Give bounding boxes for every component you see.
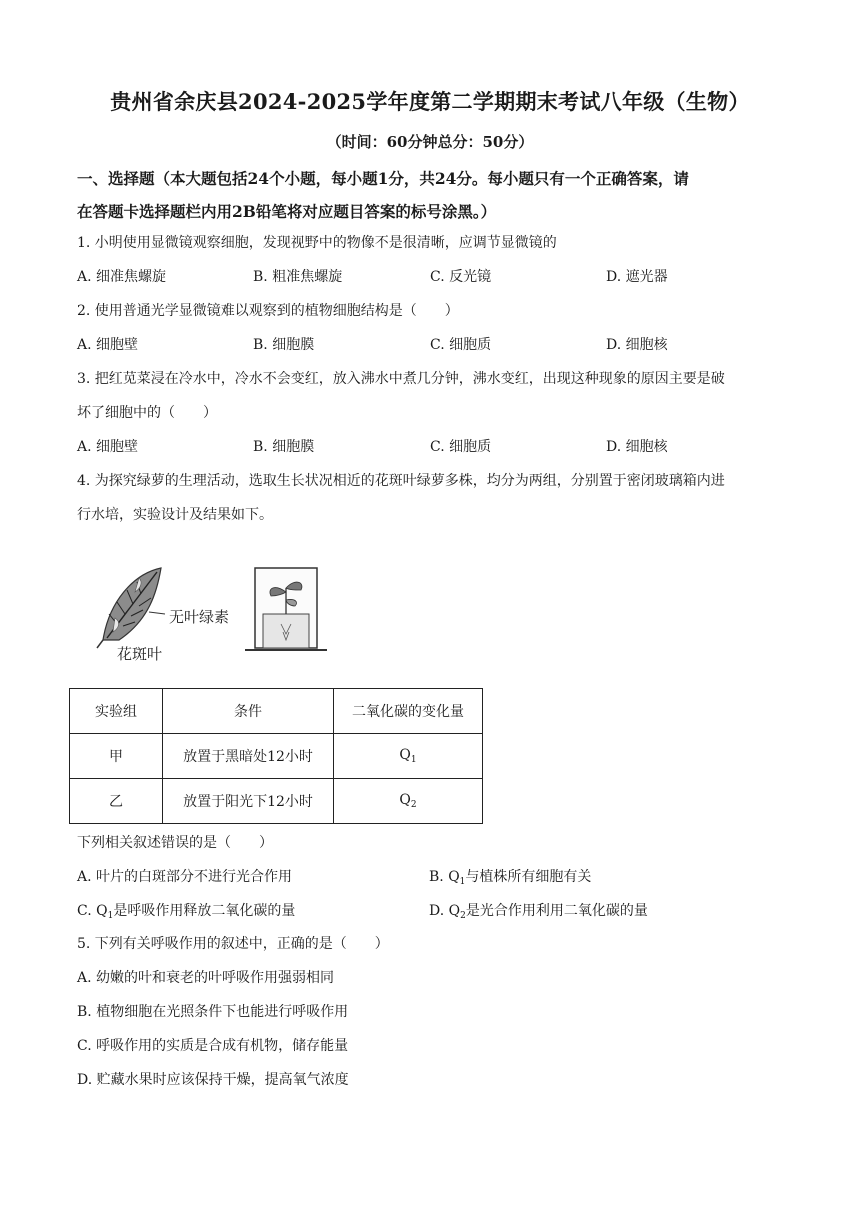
table-cell-co2-change: $Q_2$ — [334, 779, 483, 824]
table-row — [70, 734, 483, 779]
exam-time-info: （时间：60分钟总分：50分） — [326, 133, 534, 151]
q4-option-a: A. 叶片的白斑部分不进行光合作用 — [77, 869, 293, 885]
section-heading-line-2: 在答题卡选择题栏内用2B铅笔将对应题目答案的标号涂黑。） — [77, 202, 497, 221]
table-header-cell: 实验组 — [70, 689, 163, 734]
page-title: 贵州省余庆县2024-2025学年度第二学期期末考试八年级（生物） — [110, 89, 750, 114]
q5-stem: 5. 下列有关呼吸作用的叙述中，正确的是（ ） — [77, 936, 389, 952]
q3-option-c: C. 细胞质 — [430, 439, 492, 455]
q5-option-c: C. 呼吸作用的实质是合成有机物，储存能量 — [77, 1038, 349, 1054]
figure-label-variegated-leaf: 花斑叶 — [117, 646, 163, 663]
variegated-leaf-figure — [95, 562, 335, 667]
q1-option-b: B. 粗准焦螺旋 — [253, 269, 343, 285]
variegated-leaf-icon — [97, 568, 161, 648]
q3-option-b: B. 细胞膜 — [253, 439, 315, 455]
table-cell-group: 甲 — [70, 734, 163, 779]
experiment-table — [69, 688, 483, 824]
table-header-cell: 条件 — [163, 689, 334, 734]
q2-stem: 2. 使用普通光学显微镜难以观察到的植物细胞结构是（ ） — [77, 303, 459, 319]
q1-option-a: A. 细准焦螺旋 — [77, 269, 167, 285]
q5-option-d: D. 贮藏水果时应该保持干燥，提高氧气浓度 — [77, 1072, 349, 1088]
table-row — [70, 779, 483, 824]
q1-option-c: C. 反光镜 — [430, 269, 492, 285]
q5-option-a: A. 幼嫩的叶和衰老的叶呼吸作用强弱相同 — [77, 970, 335, 986]
q1-stem: 1. 小明使用显微镜观察细胞，发现视野中的物像不是很清晰，应调节显微镜的 — [77, 235, 557, 251]
leaf-and-jar-illustration — [95, 562, 335, 667]
figure-label-no-chlorophyll: 无叶绿素 — [169, 609, 230, 626]
table-header-row — [70, 689, 483, 734]
q1-option-d: D. 遮光器 — [606, 269, 668, 285]
q3-option-d: D. 细胞核 — [606, 439, 668, 455]
q2-option-b: B. 细胞膜 — [253, 337, 315, 353]
q3-option-a: A. 细胞壁 — [77, 439, 139, 455]
table-cell-group: 乙 — [70, 779, 163, 824]
q4-stem-line-2: 行水培，实验设计及结果如下。 — [77, 507, 273, 523]
q3-stem-line-1: 3. 把红苋菜浸在冷水中，冷水不会变红，放入沸水中煮几分钟，沸水变红，出现这种现象的原因主要是破 — [77, 371, 725, 387]
q4-prompt: 下列相关叙述错误的是（ ） — [77, 835, 273, 851]
glass-jar-icon — [245, 568, 327, 650]
q2-option-c: C. 细胞质 — [430, 337, 492, 353]
q5-option-b: B. 植物细胞在光照条件下也能进行呼吸作用 — [77, 1004, 349, 1020]
q2-option-a: A. 细胞壁 — [77, 337, 139, 353]
section-heading — [77, 162, 787, 228]
q4-option-c: C. $Q_1$是呼吸作用释放二氧化碳的量 — [77, 903, 296, 921]
q3-stem-line-2: 坏了细胞中的（ ） — [77, 405, 217, 421]
table-cell-co2-change: $Q_1$ — [334, 734, 483, 779]
q4-option-d: D. $Q_2$是光合作用利用二氧化碳的量 — [429, 903, 648, 921]
q2-option-d: D. 细胞核 — [606, 337, 668, 353]
q4-option-b: B. $Q_1$与植株所有细胞有关 — [429, 869, 592, 887]
table-header-cell: 二氧化碳的变化量 — [334, 689, 483, 734]
table-cell-condition: 放置于黑暗处12小时 — [163, 734, 334, 779]
table-cell-condition: 放置于阳光下12小时 — [163, 779, 334, 824]
section-heading-line-1: 一、选择题（本大题包括24个小题，每小题1分，共24分。每小题只有一个正确答案，请 — [77, 169, 689, 188]
q4-stem-line-1: 4. 为探究绿萝的生理活动，选取生长状况相近的花斑叶绿萝多株，均分为两组，分别置于密闭玻璃箱内进 — [77, 473, 725, 489]
